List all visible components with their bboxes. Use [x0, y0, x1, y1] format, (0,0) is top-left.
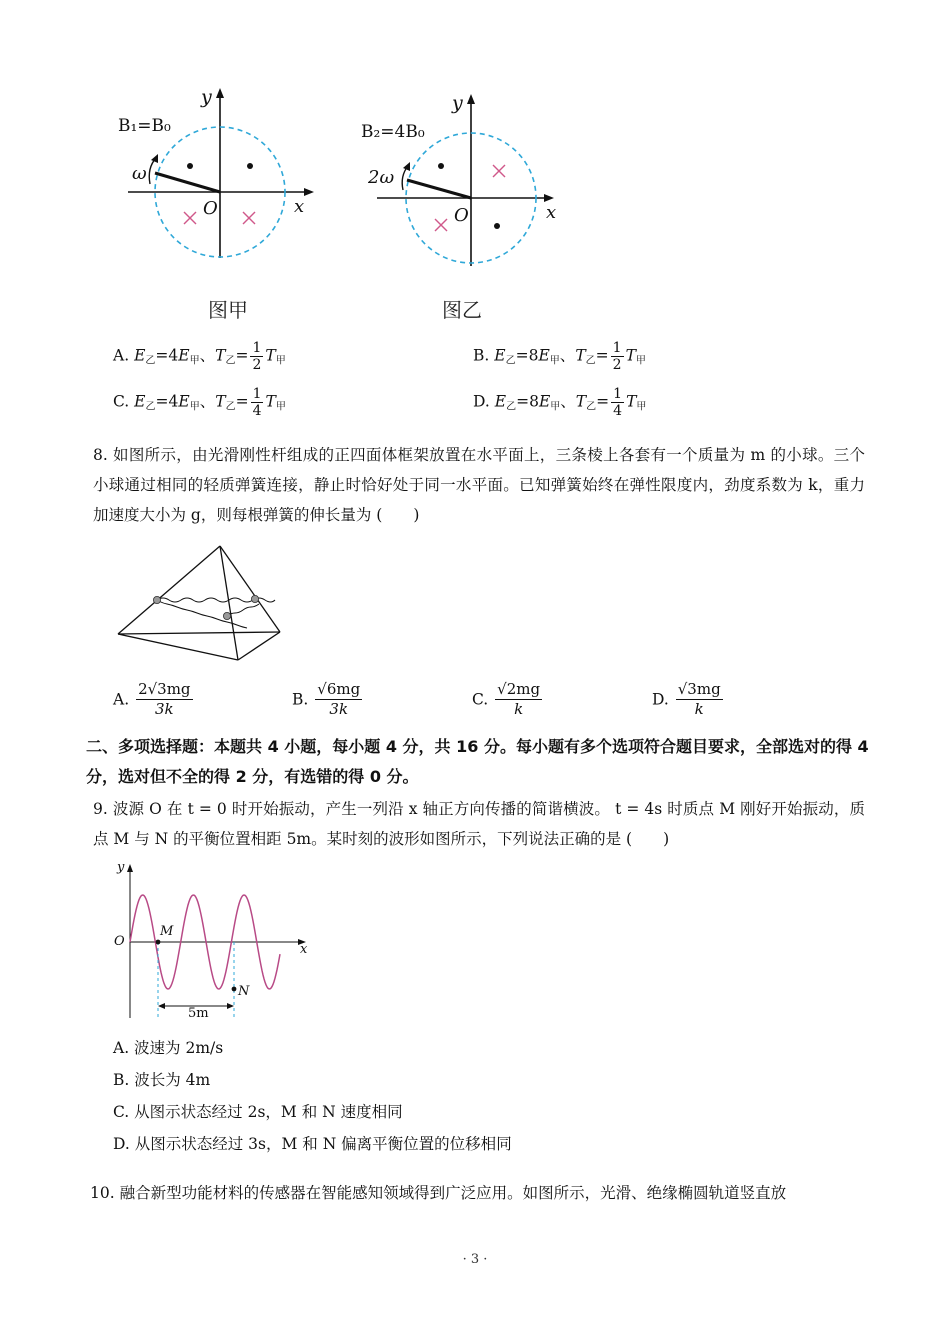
q7-option-b: B. $E_乙=8E_甲$、$T_乙=$ $\frac{1}{2}$ $T_甲$ — [473, 340, 646, 373]
question-text: 波源 O 在 t = 0 时开始振动，产生一列沿 x 轴正方向传播的简谐横波。 t = 4s 时质点 M 刚好开始振动，质点 M 与 N 的平衡位置相距 5m。某时刻的波形如图所示，下列说法正确的是 ( ) — [93, 800, 865, 848]
figure-7 — [100, 80, 580, 330]
section-2-heading: 二、多项选择题：本题共 4 小题，每小题 4 分，共 16 分。每小题有多个选项符合题目要求，全部选对的得 4 分，选对但不全的得 2 分，有选错的得 0 分。 — [86, 737, 869, 786]
point-m-label: M — [160, 924, 174, 939]
left-origin-label: O — [203, 198, 218, 219]
diagram-yi — [377, 94, 557, 266]
point-n-label: N — [238, 984, 250, 999]
q9-option-b: B. 波长为 4m — [113, 1071, 211, 1089]
left-omega-label: ω — [132, 163, 147, 184]
q9-option-d: D. 从图示状态经过 3s，M 和 N 偏离平衡位置的位移相同 — [113, 1135, 512, 1153]
question-text: 融合新型功能材料的传感器在智能感知领域得到广泛应用。如图所示，光滑、绝缘椭圆轨道竖直放 — [119, 1184, 787, 1202]
q7-option-d: D. $E_乙=8E_甲$、$T_乙=$ $\frac{1}{4}$ $T_甲$ — [473, 386, 647, 419]
diagram-jia — [128, 88, 314, 258]
question-10 — [90, 1178, 866, 1208]
question-text: 如图所示，由光滑刚性杆组成的正四面体框架放置在水平面上，三条棱上各套有一个质量为 m 的小球。三个小球通过相同的轻质弹簧连接，静止时恰好处于同一水平面。已知弹簧始终在弹性限度内，劲度系数为 k，重力加速度大小为 g，则每根弹簧的伸长量为 ( ) — [93, 446, 865, 524]
left-figure-caption: 图甲 — [208, 298, 248, 322]
question-number: 10. — [90, 1184, 115, 1202]
wave-y-axis-label: y — [117, 860, 125, 875]
left-x-axis-label: x — [294, 196, 305, 217]
page-number: · 3 · — [462, 1252, 488, 1267]
distance-label: 5m — [188, 1006, 209, 1021]
question-number: 8. — [93, 446, 108, 464]
right-omega-label: 2ω — [368, 167, 395, 188]
right-y-axis-label: y — [452, 92, 463, 114]
q7-option-c: C. $E_乙=4E_甲$、$T_乙=$ $\frac{1}{4}$ $T_甲$ — [113, 386, 286, 419]
left-field-label: B₁=B₀ — [118, 116, 171, 136]
right-field-label: B₂=4B₀ — [361, 122, 425, 142]
question-8 — [93, 440, 865, 530]
q8-option-b: B. $\frac{√6mg}{3k}$ — [292, 680, 361, 718]
question-number: 9. — [93, 800, 108, 818]
q9-option-c: C. 从图示状态经过 2s，M 和 N 速度相同 — [113, 1103, 403, 1121]
right-figure-caption: 图乙 — [442, 298, 482, 322]
q9-option-a: A. 波速为 2m/s — [113, 1039, 224, 1057]
q8-option-c: C. $\frac{√2mg}{k}$ — [472, 680, 541, 718]
tetrahedron-figure — [110, 540, 310, 670]
q8-option-d: D. $\frac{√3mg}{k}$ — [652, 680, 721, 718]
right-origin-label: O — [454, 205, 469, 226]
wave-figure — [108, 858, 318, 1028]
wave-origin-label: O — [114, 934, 125, 949]
left-y-axis-label: y — [201, 86, 212, 108]
q8-option-a: A. $\frac{2√3mg}{3k}$ — [113, 680, 191, 718]
question-9 — [93, 794, 865, 854]
q7-option-a: A. $E_乙=4E_甲$、$T_乙=$ $\frac{1}{2}$ $T_甲$ — [113, 340, 286, 373]
wave-x-axis-label: x — [300, 942, 308, 957]
right-x-axis-label: x — [546, 202, 557, 223]
